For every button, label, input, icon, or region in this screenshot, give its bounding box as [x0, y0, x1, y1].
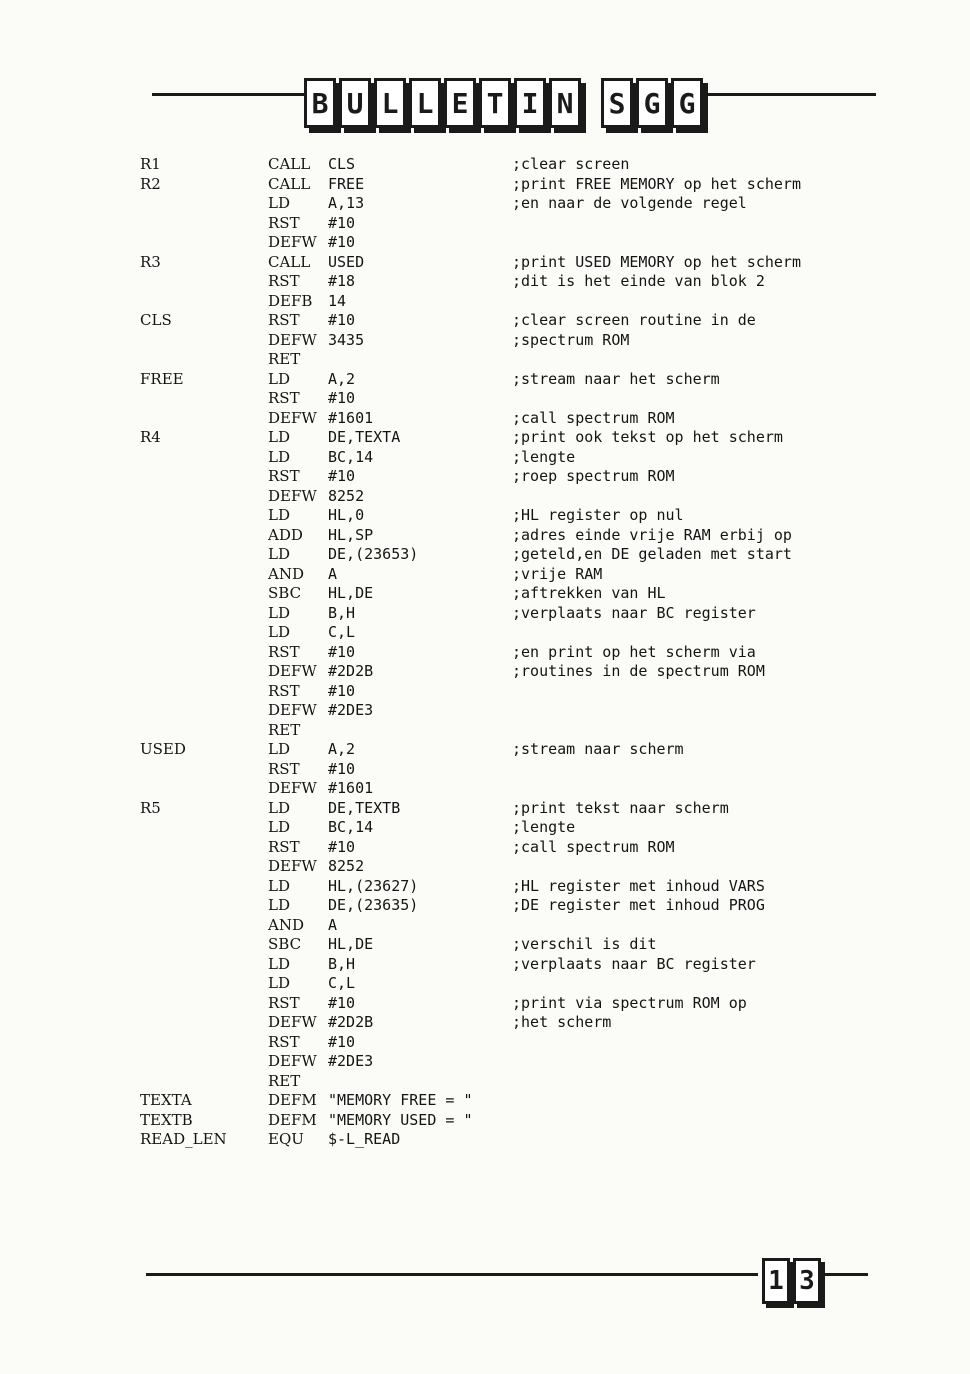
banner-letter-tile: L [409, 78, 441, 128]
listing-row [140, 175, 900, 195]
listing-row [140, 448, 900, 468]
opcode: RET [268, 350, 301, 368]
opcode: RST [268, 681, 300, 700]
listing-row [140, 370, 900, 390]
opcode: CALL [268, 174, 311, 193]
listing-row [140, 1052, 900, 1072]
operand: "MEMORY FREE = " [328, 1091, 473, 1109]
comment: ;verschil is dit [512, 935, 657, 953]
code-label: R1 [140, 155, 161, 173]
operand: #2DE3 [328, 1052, 374, 1070]
operand: #1601 [328, 408, 374, 427]
operand: HL,0 [328, 506, 365, 524]
comment: ;dit is het einde van blok 2 [512, 272, 765, 290]
code-label: R3 [140, 252, 161, 271]
comment: ;print USED MEMORY op het scherm [512, 252, 801, 271]
opcode: DEFW [268, 1052, 317, 1070]
comment: ;spectrum ROM [512, 330, 630, 349]
opcode: DEFM [268, 1110, 317, 1129]
opcode: LD [268, 954, 290, 973]
page-number [762, 1258, 821, 1304]
listing-row [140, 974, 900, 994]
listing-row [140, 1072, 900, 1092]
operand: 14 [328, 291, 347, 310]
operand: $-L_READ [328, 1130, 401, 1148]
comment: ;lengte [512, 447, 576, 466]
opcode: EQU [268, 1130, 304, 1148]
opcode: RST [268, 311, 300, 329]
operand: #10 [328, 311, 356, 329]
operand: HL,(23627) [328, 876, 419, 895]
opcode: RST [268, 467, 300, 485]
banner-letter-tile: I [514, 78, 546, 128]
opcode: RST [268, 837, 300, 856]
operand: #2DE3 [328, 701, 374, 719]
opcode: DEFW [268, 857, 317, 875]
listing-row [140, 779, 900, 799]
comment: ;het scherm [512, 1013, 612, 1031]
opcode: DEFW [268, 662, 317, 680]
opcode: CALL [268, 252, 311, 271]
listing-row [140, 662, 900, 682]
operand: C,L [328, 623, 356, 641]
listing-row [140, 721, 900, 741]
banner-letter-tile: B [304, 78, 336, 128]
listing-row [140, 1013, 900, 1033]
operand: BC,14 [328, 818, 374, 836]
operand: DE,TEXTB [328, 798, 401, 817]
operand: B,H [328, 603, 356, 622]
bulletin-sgg-banner [304, 78, 703, 128]
listing-row [140, 292, 900, 312]
opcode: LD [268, 896, 290, 914]
opcode: LD [268, 876, 290, 895]
opcode: SBC [268, 935, 302, 953]
opcode: DEFW [268, 701, 317, 719]
opcode: RST [268, 759, 300, 778]
listing-row [140, 643, 900, 663]
operand: #10 [328, 233, 356, 251]
code-label: R5 [140, 798, 161, 817]
opcode: LD [268, 623, 290, 641]
comment: ;roep spectrum ROM [512, 467, 675, 485]
banner-letter-tile: S [601, 78, 633, 128]
listing-row [140, 350, 900, 370]
listing-row [140, 916, 900, 936]
listing-row [140, 526, 900, 546]
opcode: LD [268, 798, 290, 817]
listing-row [140, 155, 900, 175]
listing-row [140, 935, 900, 955]
listing-row [140, 955, 900, 975]
operand: 8252 [328, 486, 365, 505]
comment: ;print tekst naar scherm [512, 798, 729, 817]
operand: 8252 [328, 857, 365, 875]
code-label: FREE [140, 369, 184, 388]
operand: HL,SP [328, 525, 374, 544]
opcode: AND [268, 915, 304, 934]
comment: ;print ook tekst op het scherm [512, 428, 783, 446]
comment: ;verplaats naar BC register [512, 603, 756, 622]
code-label: R4 [140, 428, 161, 446]
opcode: LD [268, 740, 290, 758]
listing-row [140, 214, 900, 234]
code-label: CLS [140, 311, 172, 329]
listing-row [140, 838, 900, 858]
listing-row [140, 896, 900, 916]
operand: C,L [328, 974, 356, 992]
opcode: LD [268, 506, 290, 524]
listing-row [140, 565, 900, 585]
operand: A [328, 564, 338, 583]
listing-row [140, 760, 900, 780]
opcode: DEFW [268, 233, 317, 251]
comment: ;clear screen [512, 155, 630, 173]
comment: ;HL register met inhoud VARS [512, 876, 765, 895]
listing-row [140, 253, 900, 273]
comment: ;stream naar scherm [512, 740, 684, 758]
listing-row [140, 487, 900, 507]
banner-letter-tile: G [671, 78, 703, 128]
listing-row [140, 506, 900, 526]
operand: #2D2B [328, 662, 374, 680]
listing-row [140, 877, 900, 897]
code-label: USED [140, 740, 186, 758]
banner-letter-tile: L [374, 78, 406, 128]
banner-gap [584, 78, 598, 128]
opcode: DEFB [268, 291, 313, 310]
listing-row [140, 194, 900, 214]
opcode: DEFW [268, 486, 317, 505]
operand: HL,DE [328, 584, 374, 602]
footer-rule-end [820, 1273, 868, 1276]
operand: #10 [328, 213, 356, 232]
listing-row [140, 623, 900, 643]
opcode: ADD [268, 525, 303, 544]
opcode: LD [268, 545, 290, 563]
opcode: DEFW [268, 330, 317, 349]
listing-row [140, 1091, 900, 1111]
header-rule-left [152, 93, 304, 96]
listing-row [140, 1130, 900, 1150]
comment: ;en naar de volgende regel [512, 194, 747, 212]
opcode: RST [268, 1032, 300, 1051]
listing-row [140, 584, 900, 604]
operand: FREE [328, 174, 365, 193]
comment: ;print FREE MEMORY op het scherm [512, 174, 801, 193]
header-rule-right [686, 93, 876, 96]
operand: #10 [328, 389, 356, 407]
operand: #10 [328, 1032, 356, 1051]
comment: ;HL register op nul [512, 506, 684, 524]
listing-row [140, 331, 900, 351]
code-label: TEXTB [140, 1110, 193, 1129]
operand: BC,14 [328, 447, 374, 466]
opcode: CALL [268, 155, 311, 173]
comment: ;vrije RAM [512, 564, 603, 583]
listing-row [140, 701, 900, 721]
opcode: DEFW [268, 779, 317, 797]
opcode: RET [268, 720, 301, 739]
listing-row [140, 1033, 900, 1053]
operand: "MEMORY USED = " [328, 1110, 473, 1129]
comment: ;verplaats naar BC register [512, 954, 756, 973]
opcode: DEFW [268, 408, 317, 427]
opcode: RST [268, 993, 300, 1012]
banner-letter-tile: G [636, 78, 668, 128]
opcode: RST [268, 213, 300, 232]
listing-row [140, 389, 900, 409]
code-label: R2 [140, 174, 161, 193]
footer-rule [146, 1273, 758, 1276]
comment: ;geteld,en DE geladen met start [512, 545, 792, 563]
operand: #10 [328, 837, 356, 856]
banner-letter-tile: E [444, 78, 476, 128]
comment: ;en print op het scherm via [512, 642, 756, 661]
operand: A,13 [328, 194, 365, 212]
opcode: LD [268, 369, 290, 388]
opcode: RST [268, 642, 300, 661]
operand: A,2 [328, 740, 356, 758]
page-number-digit: 3 [793, 1258, 821, 1304]
code-label: READ_LEN [140, 1130, 227, 1148]
banner-letter-tile: U [339, 78, 371, 128]
operand: #1601 [328, 779, 374, 797]
listing-row [140, 604, 900, 624]
operand: CLS [328, 155, 356, 173]
opcode: SBC [268, 584, 302, 602]
operand: DE,TEXTA [328, 428, 401, 446]
operand: DE,(23653) [328, 545, 419, 563]
listing-row [140, 1111, 900, 1131]
listing-row [140, 467, 900, 487]
opcode: LD [268, 974, 290, 992]
code-label: TEXTA [140, 1091, 192, 1109]
operand: #10 [328, 467, 356, 485]
operand: 3435 [328, 330, 365, 349]
operand: #10 [328, 993, 356, 1012]
opcode: LD [268, 428, 290, 446]
banner-letter-tile: N [549, 78, 581, 128]
comment: ;aftrekken van HL [512, 584, 666, 602]
operand: B,H [328, 954, 356, 973]
opcode: RST [268, 272, 300, 290]
comment: ;routines in de spectrum ROM [512, 662, 765, 680]
assembly-listing [140, 155, 900, 1150]
opcode: RET [268, 1071, 301, 1090]
operand: #10 [328, 681, 356, 700]
opcode: LD [268, 818, 290, 836]
listing-row [140, 740, 900, 760]
comment: ;call spectrum ROM [512, 408, 675, 427]
operand: #18 [328, 272, 356, 290]
listing-row [140, 233, 900, 253]
comment: ;clear screen routine in de [512, 311, 756, 329]
comment: ;lengte [512, 818, 576, 836]
opcode: LD [268, 603, 290, 622]
comment: ;print via spectrum ROM op [512, 993, 747, 1012]
listing-row [140, 994, 900, 1014]
listing-row [140, 682, 900, 702]
comment: ;stream naar het scherm [512, 369, 720, 388]
listing-row [140, 428, 900, 448]
listing-row [140, 272, 900, 292]
page-number-digit: 1 [762, 1258, 790, 1304]
operand: USED [328, 252, 365, 271]
operand: A [328, 915, 338, 934]
listing-row [140, 799, 900, 819]
operand: DE,(23635) [328, 896, 419, 914]
banner-letter-tile: T [479, 78, 511, 128]
comment: ;DE register met inhoud PROG [512, 896, 765, 914]
comment: ;adres einde vrije RAM erbij op [512, 525, 792, 544]
comment: ;call spectrum ROM [512, 837, 675, 856]
listing-row [140, 818, 900, 838]
opcode: RST [268, 389, 300, 407]
operand: HL,DE [328, 935, 374, 953]
operand: A,2 [328, 369, 356, 388]
opcode: LD [268, 194, 290, 212]
opcode: AND [268, 564, 304, 583]
operand: #10 [328, 759, 356, 778]
opcode: DEFM [268, 1091, 317, 1109]
opcode: DEFW [268, 1013, 317, 1031]
listing-row [140, 545, 900, 565]
listing-row [140, 311, 900, 331]
operand: #2D2B [328, 1013, 374, 1031]
operand: #10 [328, 642, 356, 661]
listing-row [140, 857, 900, 877]
opcode: LD [268, 447, 290, 466]
listing-row [140, 409, 900, 429]
